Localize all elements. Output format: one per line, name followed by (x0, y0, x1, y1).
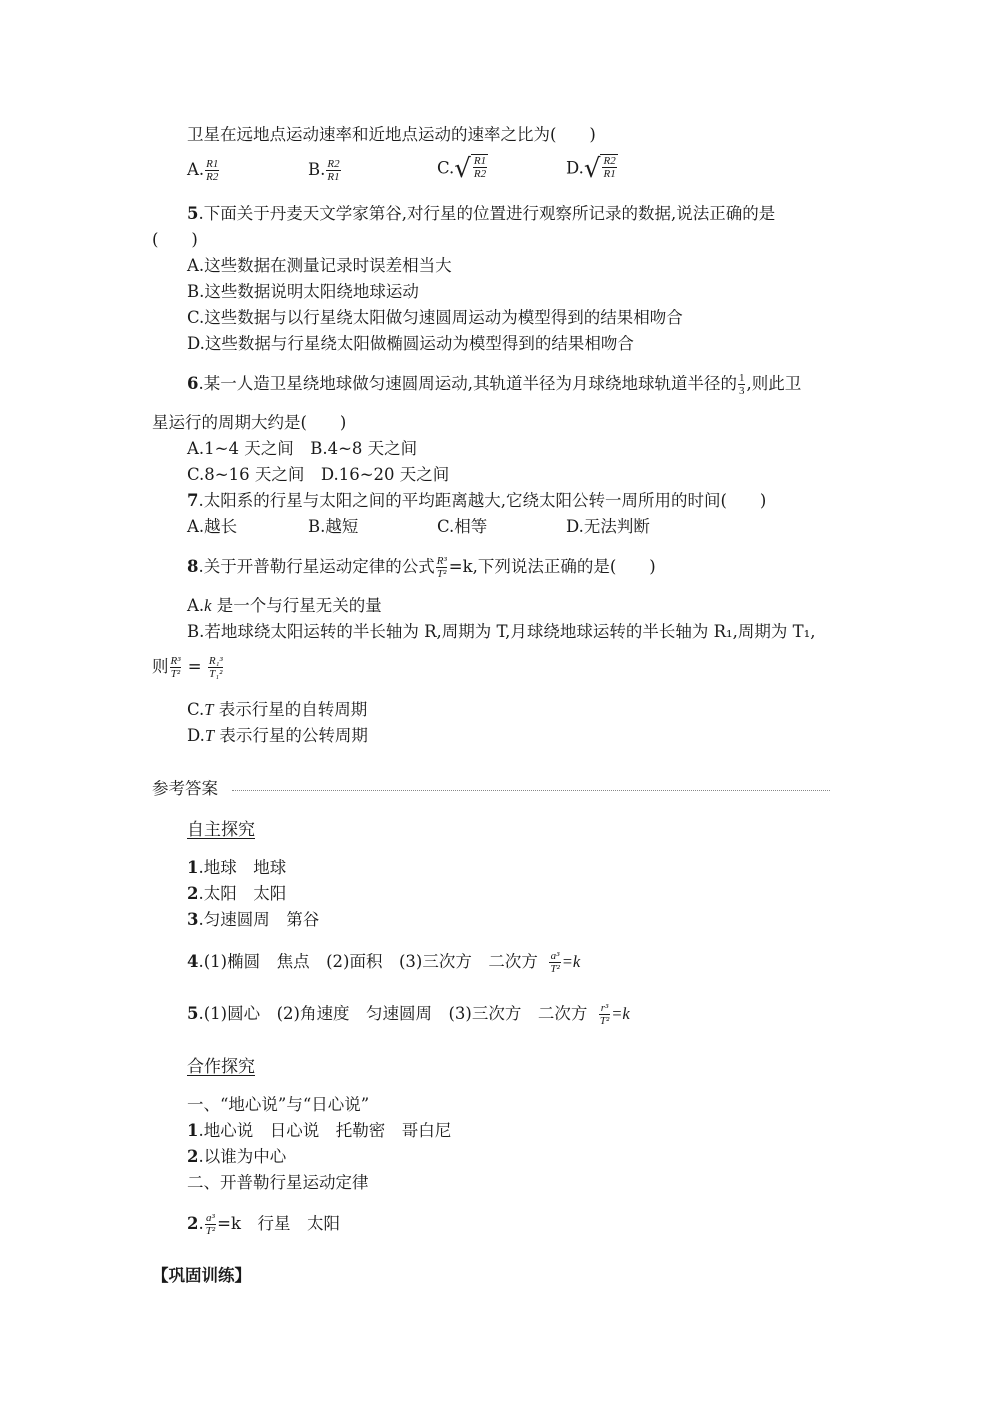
sqrt-sign-icon: √ (454, 154, 471, 184)
q4-b-num: R2 (327, 158, 340, 170)
q8-b-right-num: R₁³ (208, 655, 223, 667)
item5-frac-den: T² (599, 1015, 610, 1027)
q4-stem: 卫星在远地点运动速率和近地点运动的速率之比为( ) (187, 125, 596, 144)
answer-item-kepler: 2. $\frac{\text{a³}}{\text{T²}}$ =k 行星 太阳 (187, 1212, 340, 1237)
q8-option-b-formula: 则 $\frac{\text{R³}}{\text{T²}}$ = $\frac{\text{R₁³}}{\text{T₁²}}$ (152, 655, 223, 680)
q6-frac-den: 3 (738, 385, 745, 397)
q4-d-den: R1 (603, 168, 616, 180)
sqrt-sign-icon: √ (583, 154, 601, 184)
item4-frac-den: T² (550, 963, 560, 975)
q6-options-row2: C.8~16 天之间 D.16~20 天之间 (187, 465, 450, 484)
q7-option-a: A.越长 (187, 517, 238, 536)
q8-stem: 8.关于开普勒行星运动定律的公式 $\frac{\text{R³}}{\text{T²}}$ =k,下列说法正确的是( ) (187, 555, 656, 580)
answer-item: 3.匀速圆周 第谷 (187, 910, 320, 929)
q8-b-left-den: T² (170, 668, 181, 680)
answers-dotted-divider (232, 790, 830, 791)
q4-option-b: B. $\frac{R2}{R1}$ (308, 158, 340, 183)
item5-frac-num: r³ (600, 1002, 609, 1014)
q4-option-c: C. √ $\frac{R1}{R2}$ (437, 154, 487, 184)
item4-frac-num: a³ (550, 950, 560, 962)
q8-option-b-line1: B.若地球绕太阳运转的半长轴为 R,周期为 T,月球绕地球运转的半长轴为 R₁,周期为 T₁, (187, 622, 816, 641)
q6-stem-line2: 星运行的周期大约是( ) (152, 413, 347, 432)
section-title-self-study: 自主探究 (187, 820, 255, 840)
kepler-frac-num: a³ (206, 1212, 215, 1224)
q8-formula-num: R³ (436, 555, 447, 567)
consolidation-heading: 【巩固训练】 (152, 1266, 251, 1285)
subsection-geocentric-heliocentric: 一、“地心说”与“日心说” (187, 1095, 370, 1114)
q8-formula-den: T² (437, 568, 447, 580)
section-title-cooperative-study: 合作探究 (187, 1057, 255, 1077)
q6-frac-num: 1 (738, 372, 745, 384)
answer-item-5: 5.(1)圆心 (2)角速度 匀速圆周 (3)三次方 二次方 $\frac{\text{r³}}{\text{T²}}$ =k (187, 1002, 630, 1027)
answers-heading: 参考答案 (152, 779, 218, 798)
q6-options-row1: A.1~4 天之间 B.4~8 天之间 (187, 439, 418, 458)
q4-a-num: R1 (206, 158, 219, 170)
q8-b-left-num: R³ (170, 655, 181, 667)
q4-option-a: A. $\frac{R1}{R2}$ (187, 158, 219, 183)
q4-b-den: R1 (327, 171, 340, 183)
q7-option-d: D.无法判断 (566, 517, 650, 536)
q8-option-c: C.T 表示行星的自转周期 (187, 700, 368, 719)
q7-stem: 7.太阳系的行星与太阳之间的平均距离越大,它绕太阳公转一周所用的时间( ) (187, 491, 767, 510)
q5-option-b: B.这些数据说明太阳绕地球运动 (187, 282, 419, 301)
answer-item: 2.太阳 太阳 (187, 884, 287, 903)
q4-c-den: R2 (473, 168, 487, 180)
q7-option-c: C.相等 (437, 517, 488, 536)
q4-option-d: D. √ $\frac{R2}{R1}$ (566, 154, 616, 184)
q5-stem-bracket: ( ) (152, 230, 198, 249)
q8-option-d: D.T 表示行星的公转周期 (187, 726, 368, 745)
q8-option-a: A.k 是一个与行星无关的量 (187, 596, 382, 615)
kepler-frac-den: T² (205, 1225, 216, 1237)
q7-option-b: B.越短 (308, 517, 359, 536)
q4-c-num: R1 (473, 155, 487, 167)
answer-item-4: 4.(1)椭圆 焦点 (2)面积 (3)三次方 二次方 $\frac{\text{a³}}{\text{T²}}$ =k (187, 950, 581, 975)
q5-option-c: C.这些数据与以行星绕太阳做匀速圆周运动为模型得到的结果相吻合 (187, 308, 683, 327)
q5-option-d: D.这些数据与行星绕太阳做椭圆运动为模型得到的结果相吻合 (187, 334, 634, 353)
q5-option-a: A.这些数据在测量记录时误差相当大 (187, 256, 452, 275)
q4-a-den: R2 (206, 171, 219, 183)
q4-d-num: R2 (603, 155, 616, 167)
answer-item: 1.地心说 日心说 托勒密 哥白尼 (187, 1121, 452, 1140)
q8-b-right-den: T₁² (209, 668, 223, 680)
q6-stem: 6.某一人造卫星绕地球做匀速圆周运动,其轨道半径为月球绕地球轨道半径的 $\frac{1}{3}$ ,则此卫 (187, 372, 802, 397)
answer-item: 2.以谁为中心 (187, 1147, 287, 1166)
answer-item: 1.地球 地球 (187, 858, 287, 877)
subsection-kepler-laws: 二、开普勒行星运动定律 (187, 1173, 369, 1192)
q5-stem: 5.下面关于丹麦天文学家第谷,对行星的位置进行观察所记录的数据,说法正确的是 (187, 204, 776, 223)
